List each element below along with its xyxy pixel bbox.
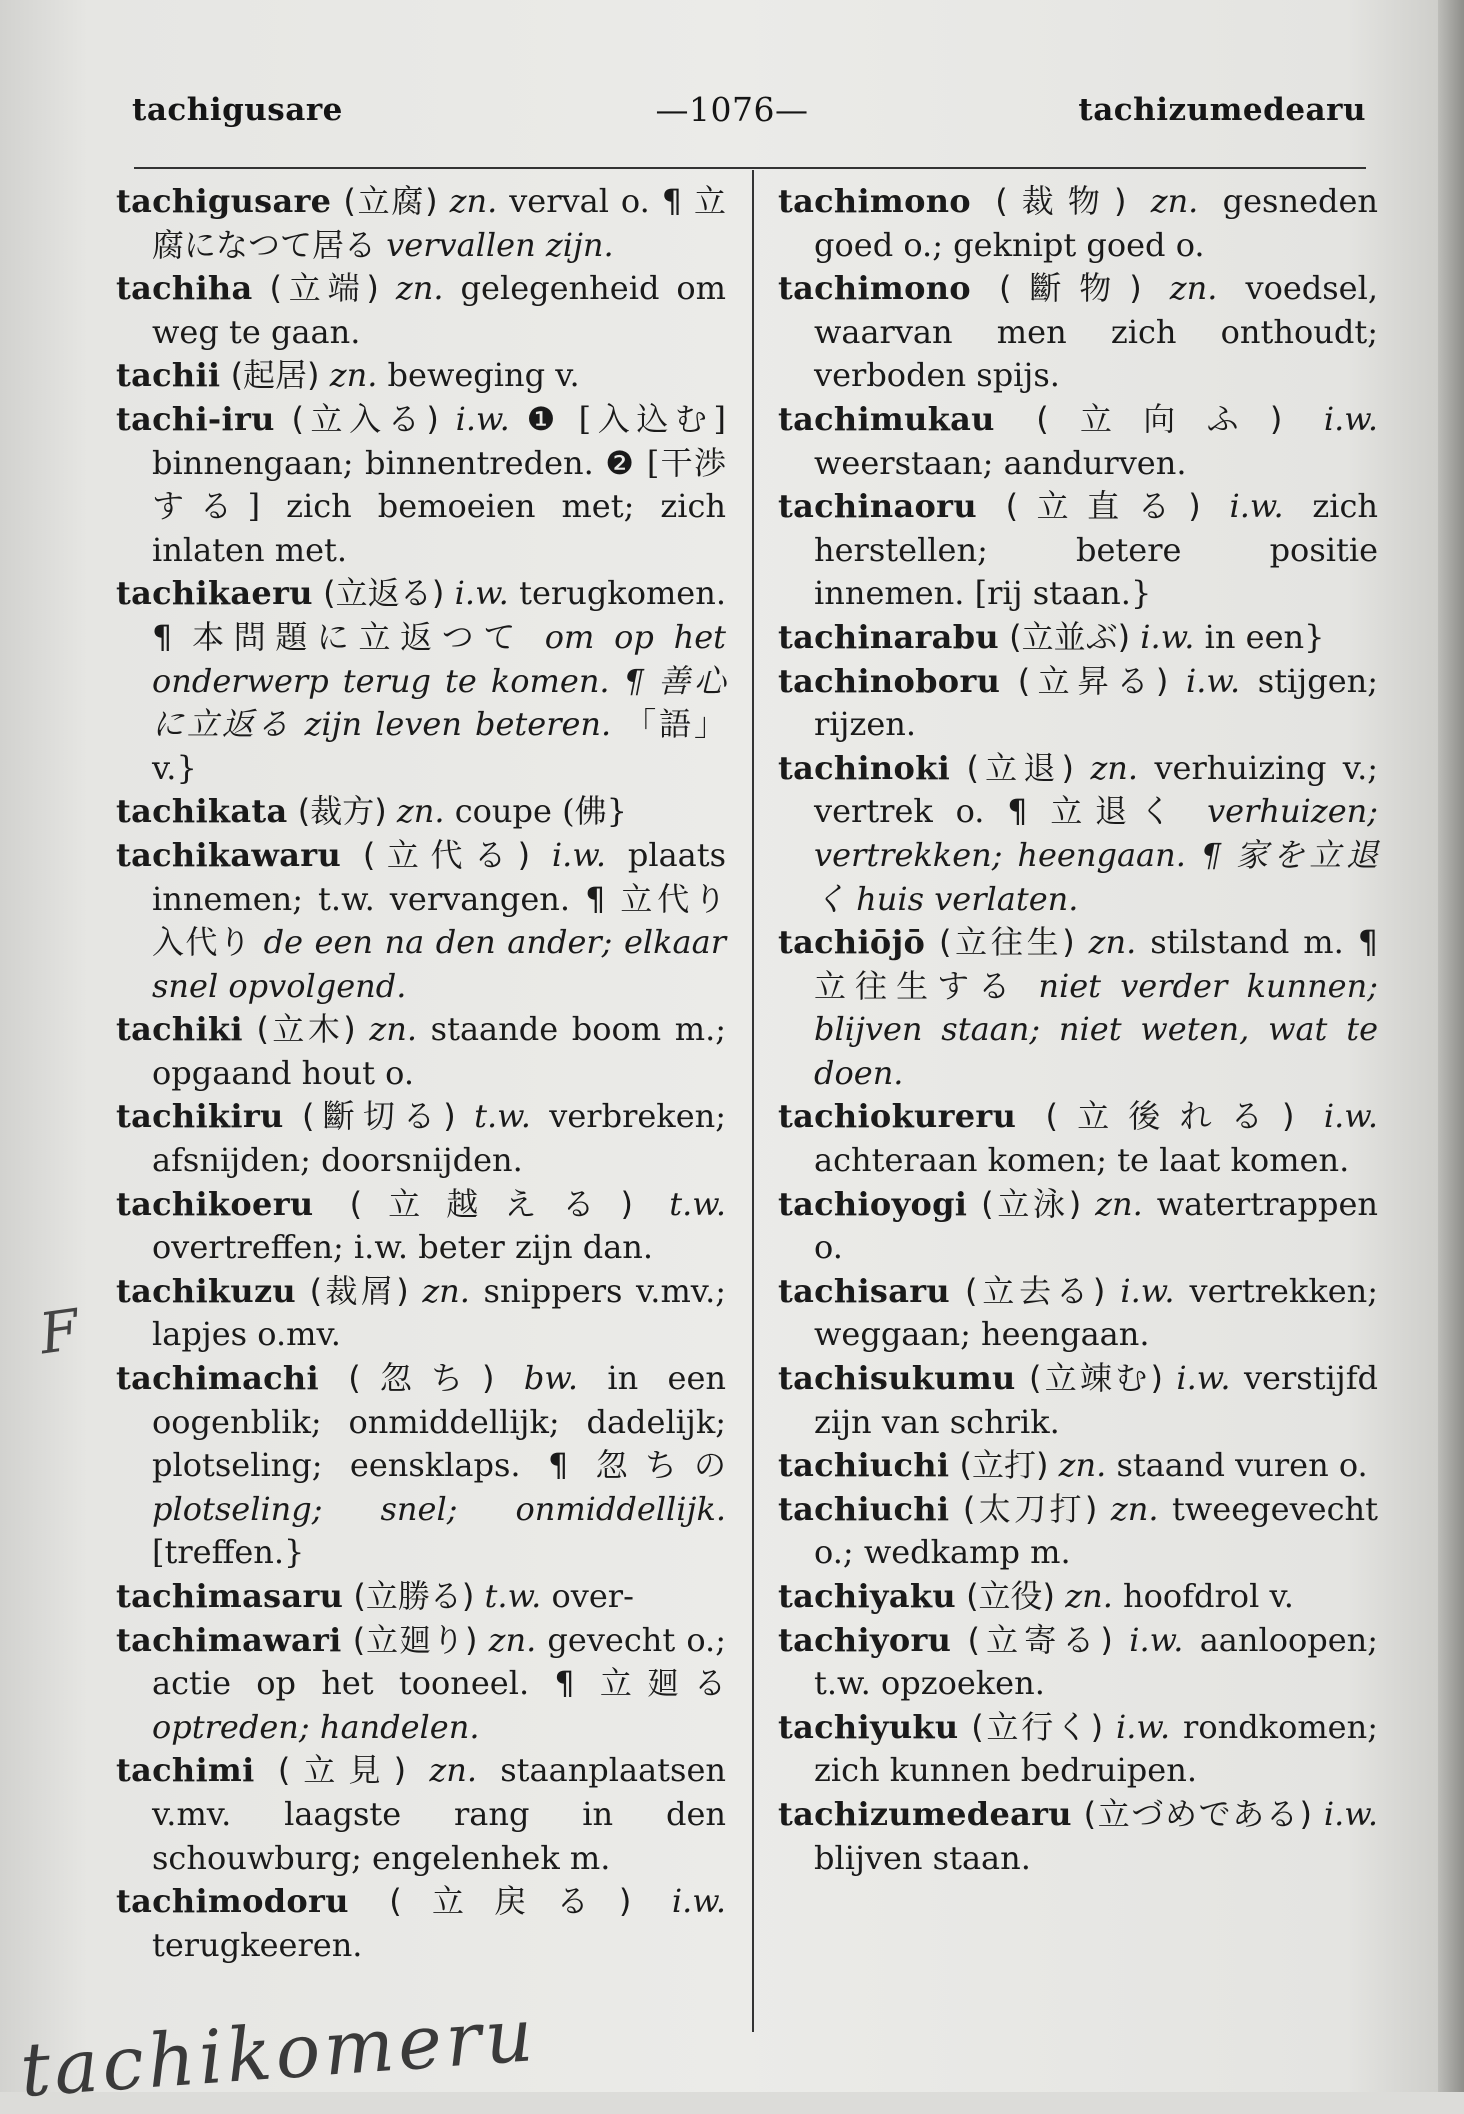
kanji-reading: (立勝る) bbox=[353, 1577, 475, 1615]
part-of-speech: i.w. bbox=[1323, 1097, 1379, 1136]
part-of-speech: zn. bbox=[1110, 1489, 1159, 1528]
kanji-reading: (立向ふ) bbox=[1036, 399, 1283, 438]
dictionary-entry bbox=[778, 1183, 1378, 1270]
part-of-speech: i.w. bbox=[1229, 487, 1284, 526]
headword: tachimono bbox=[778, 269, 971, 308]
headword: tachii bbox=[116, 356, 221, 395]
dictionary-entry bbox=[778, 1357, 1378, 1444]
example-japanese: ¶ 立往生する bbox=[814, 923, 1379, 1005]
example-translation: vervallen zijn. bbox=[386, 225, 614, 264]
dictionary-entry bbox=[778, 921, 1378, 1095]
definition: beweging v. bbox=[387, 356, 580, 395]
kanji-reading: (立返る) bbox=[323, 574, 445, 613]
kanji-reading: (立去る) bbox=[965, 1271, 1106, 1310]
headword: tachiokureru bbox=[778, 1097, 1017, 1136]
dictionary-entry bbox=[116, 1749, 726, 1880]
dictionary-entry bbox=[778, 660, 1378, 747]
example-translation: optreden; handelen. bbox=[152, 1707, 480, 1746]
part-of-speech: i.w. bbox=[1129, 1620, 1184, 1659]
dictionary-entry bbox=[116, 398, 726, 572]
kanji-reading: (立直る) bbox=[1005, 487, 1201, 526]
dictionary-entry bbox=[116, 790, 726, 834]
headword: tachisaru bbox=[778, 1271, 950, 1310]
dictionary-entry bbox=[116, 1008, 726, 1095]
definition: snippers v.mv.; lapjes o.mv. bbox=[152, 1271, 727, 1354]
kanji-reading: (立入る) bbox=[291, 399, 439, 438]
kanji-reading: (立寄る) bbox=[967, 1620, 1113, 1659]
example-translation: niet verder kunnen; blijven staan; niet weten, wat te doen. bbox=[814, 966, 1378, 1092]
dictionary-entry bbox=[778, 1619, 1378, 1706]
example-translation: de een na den ander; elkaar snel opvolgend. bbox=[152, 923, 727, 1005]
definition: gelegenheid om weg te gaan. bbox=[152, 269, 727, 351]
headword: tachinaoru bbox=[778, 487, 977, 526]
kanji-reading: (立戻る) bbox=[389, 1882, 632, 1921]
headword: tachikoeru bbox=[116, 1184, 314, 1223]
part-of-speech: zn. bbox=[1058, 1446, 1107, 1485]
kanji-reading: (立後れる) bbox=[1045, 1097, 1295, 1136]
dictionary-entry bbox=[116, 1357, 726, 1575]
definition: verhuizing v.; vertrek o. bbox=[814, 748, 1379, 831]
dictionary-entry bbox=[116, 267, 726, 354]
dictionary-entry bbox=[116, 572, 726, 790]
headword: tachisukumu bbox=[778, 1359, 1016, 1398]
continuation: [treffen.} bbox=[152, 1533, 305, 1572]
headword: tachikaeru bbox=[116, 574, 313, 613]
part-of-speech: zn. bbox=[329, 356, 378, 395]
part-of-speech: zn. bbox=[1090, 748, 1139, 787]
kanji-reading: (立打) bbox=[959, 1446, 1049, 1485]
dictionary-entry bbox=[778, 1095, 1378, 1182]
kanji-reading: (立腐) bbox=[343, 182, 438, 220]
kanji-reading: (立木) bbox=[256, 1010, 356, 1049]
headword: tachimi bbox=[116, 1751, 255, 1790]
definition: coupe (佛} bbox=[454, 792, 627, 831]
dictionary-entry bbox=[778, 398, 1378, 485]
kanji-reading: (太刀打) bbox=[962, 1489, 1098, 1528]
right-guide-word: tachizumedearu bbox=[1078, 92, 1366, 128]
definition: vertrekken; weggaan; heengaan. bbox=[814, 1271, 1379, 1354]
part-of-speech: t.w. bbox=[474, 1097, 531, 1136]
headword: tachiha bbox=[116, 269, 253, 308]
definition: in een} bbox=[1204, 617, 1325, 656]
kanji-reading: (斷切る) bbox=[301, 1097, 456, 1136]
continuation: 「語」 v.} bbox=[152, 705, 726, 787]
example-japanese: ¶ 立退く bbox=[1007, 792, 1185, 831]
part-of-speech: zn. bbox=[1065, 1577, 1113, 1615]
kanji-reading: (立越える) bbox=[349, 1184, 633, 1223]
kanji-reading: (立昇る) bbox=[1017, 661, 1169, 700]
part-of-speech: zn. bbox=[1169, 269, 1218, 308]
definition: overtreffen; i.w. beter zijn dan. bbox=[152, 1228, 654, 1267]
kanji-reading: (立役) bbox=[966, 1577, 1056, 1615]
kanji-reading: (立並ぶ) bbox=[1009, 617, 1131, 656]
dictionary-entry bbox=[116, 1183, 726, 1270]
part-of-speech: zn. bbox=[422, 1271, 470, 1310]
part-of-speech: i.w. bbox=[671, 1882, 727, 1921]
part-of-speech: i.w. bbox=[1115, 1707, 1171, 1746]
kanji-reading: (立退) bbox=[966, 748, 1075, 787]
part-of-speech: t.w. bbox=[484, 1577, 542, 1615]
part-of-speech: zn. bbox=[488, 1620, 537, 1659]
part-of-speech: i.w. bbox=[1120, 1271, 1175, 1310]
headword: tachiōjō bbox=[778, 923, 926, 962]
headword: tachiuchi bbox=[778, 1446, 950, 1485]
page-number: —1076— bbox=[655, 90, 809, 129]
kanji-reading: (起居) bbox=[230, 356, 320, 395]
kanji-reading: (裁物) bbox=[995, 182, 1127, 220]
headword: tachikawaru bbox=[116, 835, 342, 874]
dictionary-entry bbox=[778, 180, 1378, 267]
part-of-speech: zn. bbox=[395, 269, 444, 308]
definition: tweegevecht o.; wedkamp m. bbox=[814, 1489, 1378, 1572]
example-japanese: ¶ 本問題に立返つて bbox=[152, 617, 525, 656]
dictionary-entry bbox=[116, 1880, 726, 1967]
kanji-reading: (裁方) bbox=[297, 792, 387, 831]
definition: stijgen; rijzen. bbox=[814, 661, 1379, 744]
definition: plaats innemen; t.w. vervangen. bbox=[152, 835, 726, 918]
definition: achteraan komen; te laat komen. bbox=[814, 1141, 1350, 1180]
kanji-reading: (裁屑) bbox=[309, 1271, 409, 1310]
dictionary-entry bbox=[116, 354, 726, 398]
dictionary-entry bbox=[778, 1575, 1378, 1619]
left-guide-word: tachigusare bbox=[132, 92, 343, 128]
definition: over- bbox=[551, 1577, 634, 1615]
left-column bbox=[116, 180, 726, 1967]
kanji-reading: (立づめである) bbox=[1083, 1794, 1313, 1833]
definition: voedsel, waarvan men zich onthoudt; verboden spijs. bbox=[814, 269, 1379, 395]
definition: gevecht o.; actie op het tooneel. bbox=[152, 1620, 727, 1703]
headword: tachiyaku bbox=[778, 1577, 956, 1615]
kanji-reading: (立見) bbox=[277, 1751, 407, 1790]
headword: tachimawari bbox=[116, 1620, 342, 1659]
headword: tachikuzu bbox=[116, 1271, 296, 1310]
definition: hoofdrol v. bbox=[1123, 1577, 1294, 1615]
part-of-speech: zn. bbox=[396, 792, 445, 831]
definition: gesneden goed o.; geknipt goed o. bbox=[814, 182, 1379, 264]
part-of-speech: zn. bbox=[1088, 923, 1137, 962]
example-japanese: ¶ 立廻る bbox=[554, 1664, 727, 1703]
dictionary-entry bbox=[778, 485, 1378, 616]
dictionary-entry bbox=[778, 267, 1378, 398]
definition: terugkeeren. bbox=[152, 1925, 363, 1964]
book-spine-shadow bbox=[1438, 0, 1464, 2092]
example-translation: plotseling; snel; onmiddellijk. bbox=[152, 1489, 726, 1528]
headword: tachioyogi bbox=[778, 1184, 968, 1223]
headword: tachimukau bbox=[778, 399, 995, 438]
part-of-speech: i.w. bbox=[1323, 1794, 1378, 1833]
headword: tachiyoru bbox=[778, 1620, 952, 1659]
definition: verval o. bbox=[509, 182, 650, 220]
dictionary-entry bbox=[116, 1270, 726, 1357]
headword: tachiuchi bbox=[778, 1489, 950, 1528]
right-column bbox=[778, 180, 1378, 1880]
definition: aanloopen; t.w. opzoeken. bbox=[814, 1620, 1379, 1703]
header-rule bbox=[134, 167, 1366, 169]
headword: tachinoboru bbox=[778, 661, 1001, 700]
headword: tachimasaru bbox=[116, 1577, 344, 1615]
dictionary-entry bbox=[116, 834, 726, 1008]
part-of-speech: zn. bbox=[369, 1010, 418, 1049]
headword: tachi-iru bbox=[116, 399, 275, 438]
part-of-speech: i.w. bbox=[551, 835, 607, 874]
dictionary-entry bbox=[778, 747, 1378, 921]
handwritten-note: tachikomeru bbox=[17, 1992, 540, 2114]
definition: in een oogenblik; onmiddellijk; dadelijk; plotseling; eensklaps. bbox=[152, 1359, 727, 1485]
definition: verstijfd zijn van schrik. bbox=[814, 1359, 1379, 1441]
part-of-speech: i.w. bbox=[1186, 661, 1241, 700]
definition: rondkomen; zich kunnen bedruipen. bbox=[814, 1707, 1378, 1790]
kanji-reading: (立往生) bbox=[938, 923, 1075, 962]
definition: terugkomen. bbox=[519, 574, 727, 613]
definition: verbreken; afsnijden; doorsnijden. bbox=[152, 1097, 727, 1180]
example-translation: om op het onderwerp terug te komen. ¶ 善心に立返る zijn leven beteren. bbox=[152, 617, 727, 744]
headword: tachizumedearu bbox=[778, 1794, 1072, 1833]
column-divider bbox=[752, 170, 754, 2032]
dictionary-entry bbox=[778, 1793, 1378, 1880]
part-of-speech: t.w. bbox=[669, 1184, 727, 1223]
definition: stilstand m. bbox=[1150, 923, 1344, 962]
margin-mark: F bbox=[35, 1297, 84, 1368]
headword: tachiki bbox=[116, 1010, 243, 1049]
dictionary-entry bbox=[778, 1706, 1378, 1793]
part-of-speech: zn. bbox=[1095, 1184, 1143, 1223]
kanji-reading: (忽ち) bbox=[348, 1359, 495, 1398]
example-japanese: ¶ 忽ちの bbox=[547, 1446, 727, 1485]
dictionary-entry bbox=[116, 1619, 726, 1750]
part-of-speech: bw. bbox=[523, 1359, 579, 1398]
dictionary-entry bbox=[778, 1488, 1378, 1575]
part-of-speech: i.w. bbox=[1323, 399, 1378, 438]
headword: tachigusare bbox=[116, 182, 332, 220]
dictionary-entry bbox=[778, 1444, 1378, 1488]
kanji-reading: (立泳) bbox=[981, 1184, 1082, 1223]
headword: tachimachi bbox=[116, 1359, 319, 1398]
part-of-speech: zn. bbox=[1150, 182, 1199, 220]
dictionary-entry bbox=[116, 1575, 726, 1619]
kanji-reading: (立端) bbox=[269, 269, 379, 308]
definition: ❶ [入込む] binnengaan; binnentreden. ❷ [干渉する] zich bemoeien met; zich inlaten met. bbox=[152, 399, 727, 569]
part-of-speech: i.w. bbox=[1140, 617, 1195, 656]
kanji-reading: (立廻り) bbox=[352, 1620, 478, 1659]
definition: weerstaan; aandurven. bbox=[814, 443, 1187, 482]
dictionary-entry bbox=[778, 1270, 1378, 1357]
kanji-reading: (立代る) bbox=[362, 835, 531, 874]
kanji-reading: (立行く) bbox=[971, 1707, 1104, 1746]
example-translation: verhuizen; vertrekken; heengaan. ¶ 家を立退く huis verlaten. bbox=[814, 792, 1379, 918]
definition: staande boom m.; opgaand hout o. bbox=[152, 1010, 727, 1092]
definition: staand vuren o. bbox=[1116, 1446, 1368, 1485]
headword: tachiyuku bbox=[778, 1707, 959, 1746]
continuation: [rij staan.} bbox=[974, 574, 1152, 613]
headword: tachinarabu bbox=[778, 617, 999, 656]
definition: staanplaatsen v.mv. laagste rang in den schouwburg; engelenhek m. bbox=[152, 1751, 726, 1877]
headword: tachimodoru bbox=[116, 1882, 349, 1921]
dictionary-entry bbox=[116, 180, 726, 267]
headword: tachimono bbox=[778, 182, 971, 220]
part-of-speech: i.w. bbox=[1176, 1359, 1231, 1398]
headword: tachikiru bbox=[116, 1097, 284, 1136]
kanji-reading: (斷物) bbox=[999, 269, 1142, 308]
part-of-speech: zn. bbox=[429, 1751, 477, 1790]
definition: blijven staan. bbox=[814, 1838, 1031, 1877]
kanji-reading: (立竦む) bbox=[1029, 1359, 1163, 1398]
dictionary-entry bbox=[116, 1095, 726, 1182]
headword: tachinoki bbox=[778, 748, 951, 787]
headword: tachikata bbox=[116, 792, 288, 831]
part-of-speech: i.w. bbox=[454, 574, 509, 613]
part-of-speech: zn. bbox=[449, 182, 498, 220]
example-japanese: ¶ 立腐になつて居る bbox=[152, 182, 727, 264]
example-japanese: ¶ 立代り入代り bbox=[152, 879, 727, 962]
part-of-speech: i.w. bbox=[455, 399, 510, 438]
dictionary-entry bbox=[778, 616, 1378, 660]
definition: zich herstellen; betere positie innemen. bbox=[814, 487, 1378, 613]
definition: watertrappen o. bbox=[814, 1184, 1378, 1267]
